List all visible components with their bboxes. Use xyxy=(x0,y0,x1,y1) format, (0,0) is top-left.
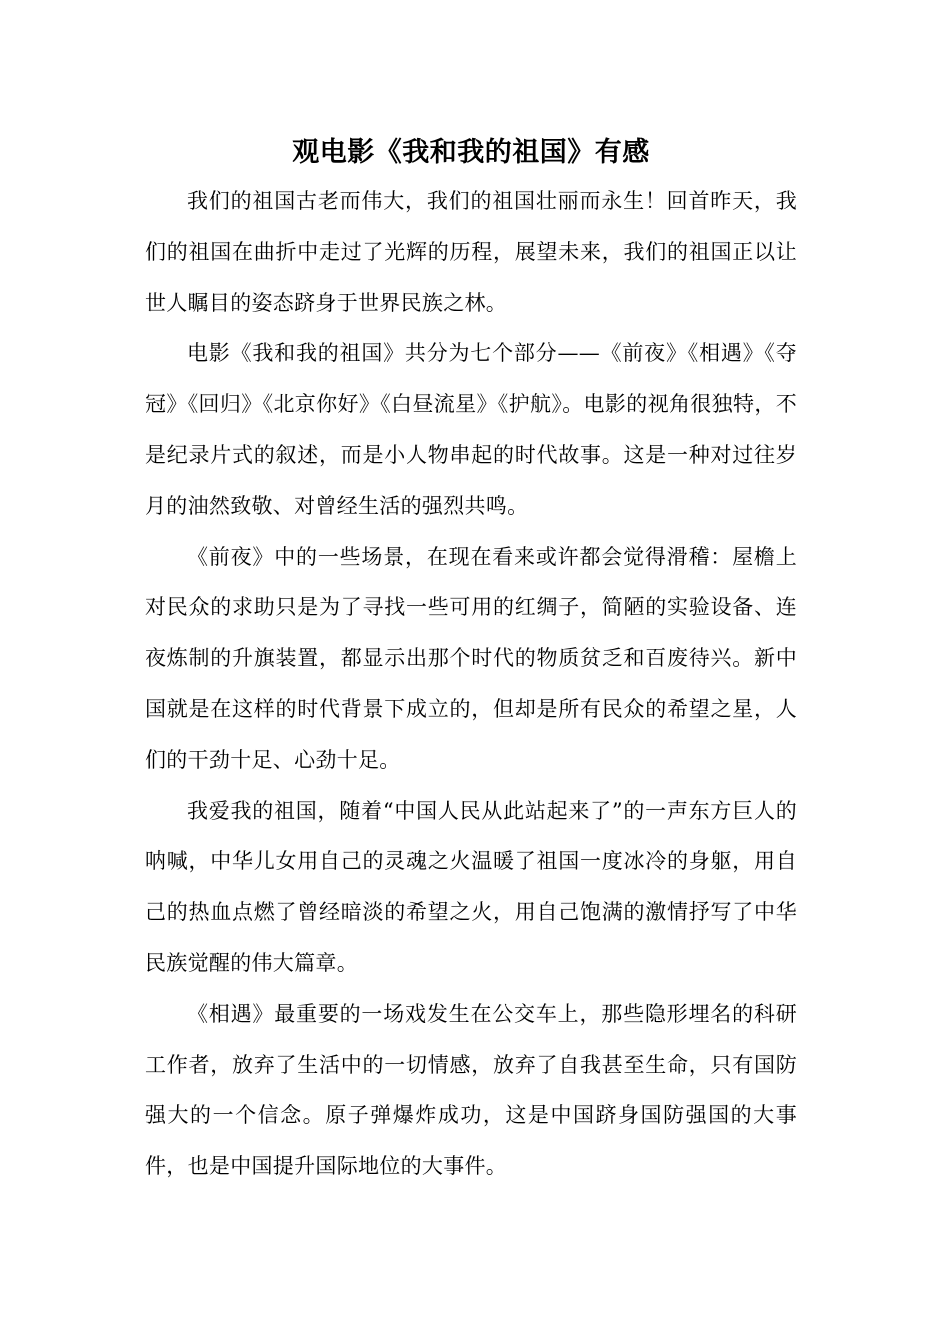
paragraph-4: 我爱我的祖国，随着“中国人民从此站起来了”的一声东方巨人的呐喊，中华儿女用自己的灵魂之火温暖了祖国一度冰冷的身躯，用自己的热血点燃了曾经暗淡的希望之火，用自己饱满的激情抒写了中华民族觉醒的伟大篇章。 xyxy=(145,798,797,975)
paragraph-3: 《前夜》中的一些场景，在现在看来或许都会觉得滑稽：屋檐上对民众的求助只是为了寻找一些可用的红绸子，简陋的实验设备、连夜炼制的升旗装置，都显示出那个时代的物质贫乏和百废待兴。新中国就是在这样的时代背景下成立的，但却是所有民众的希望之星，人们的干劲十足、心劲十足。 xyxy=(145,544,797,772)
paragraph-2: 电影《我和我的祖国》共分为七个部分——《前夜》《相遇》《夺冠》《回归》《北京你好》《白昼流星》《护航》。电影的视角很独特，不是纪录片式的叙述，而是小人物串起的时代故事。这是一种对过往岁月的油然致敬、对曾经生活的强烈共鸣。 xyxy=(145,341,797,518)
paragraph-1: 我们的祖国古老而伟大，我们的祖国壮丽而永生！回首昨天，我们的祖国在曲折中走过了光辉的历程，展望未来，我们的祖国正以让世人瞩目的姿态跻身于世界民族之林。 xyxy=(145,189,797,315)
paragraph-5: 《相遇》最重要的一场戏发生在公交车上，那些隐形埋名的科研工作者，放弃了生活中的一切情感，放弃了自我甚至生命，只有国防强大的一个信念。原子弹爆炸成功，这是中国跻身国防强国的大事件，也是中国提升国际地位的大事件。 xyxy=(145,1001,797,1179)
document-title: 观电影《我和我的祖国》有感 xyxy=(292,137,650,168)
document-page xyxy=(145,130,797,1192)
